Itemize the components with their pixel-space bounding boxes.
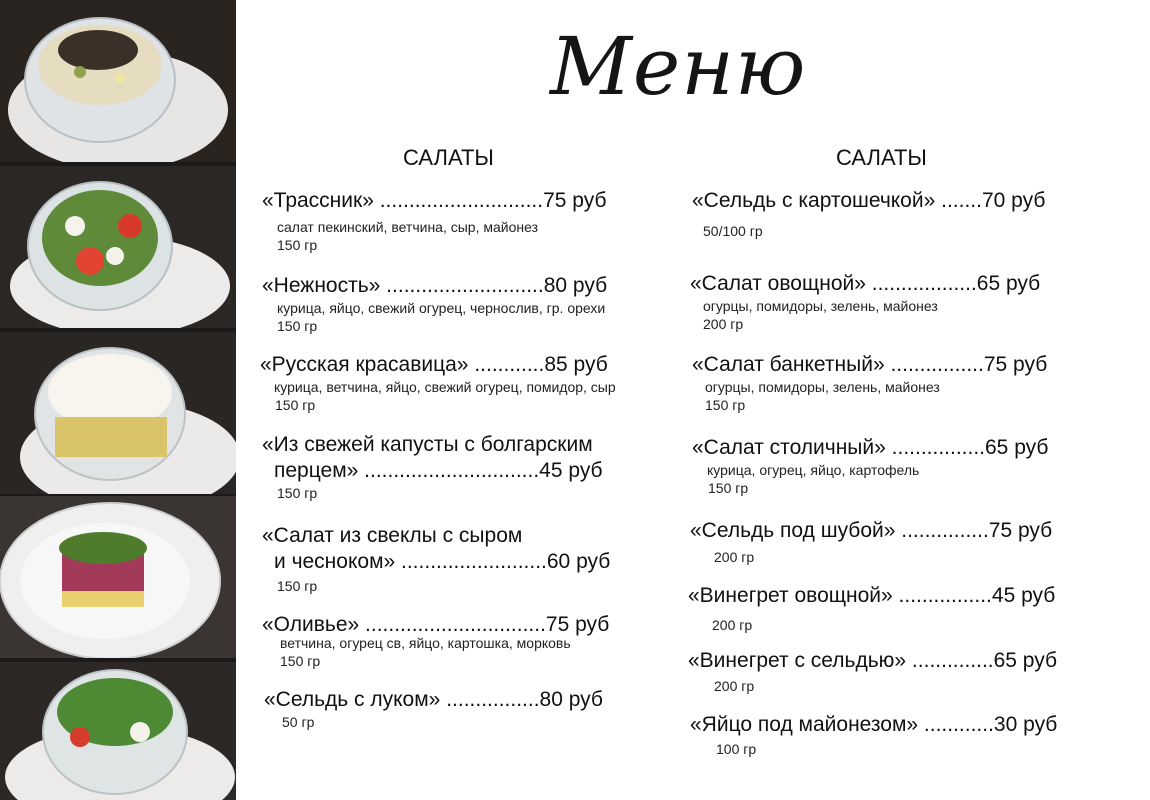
section-heading-salads-right: САЛАТЫ	[836, 145, 927, 170]
item-name-price: «Салат банкетный» ................75 руб	[692, 353, 1048, 376]
salad-photo-2	[0, 166, 236, 328]
item-description: курица, ветчина, яйцо, свежий огурец, помидор, сыр	[274, 379, 616, 395]
menu-item	[688, 648, 1108, 695]
menu-title: Меню	[550, 20, 807, 113]
menu-item	[692, 352, 1112, 414]
item-description: огурцы, помидоры, зелень, майонез	[703, 298, 938, 314]
menu-item	[260, 352, 680, 414]
item-weight: 100 гр	[716, 741, 757, 757]
item-description: курица, яйцо, свежий огурец, чернослив, гр. орехи	[277, 300, 606, 316]
item-weight: 200 гр	[703, 316, 744, 332]
item-weight: 50/100 гр	[703, 223, 763, 239]
item-name-price: «Русская красавица» ............85 руб	[260, 353, 608, 376]
item-name-price: и чесноком» .........................60 руб	[274, 550, 611, 573]
menu-item	[692, 188, 1112, 240]
menu-item	[262, 612, 682, 670]
item-description: огурцы, помидоры, зелень, майонез	[705, 379, 940, 395]
salad-photo-5	[0, 662, 236, 800]
item-weight: 150 гр	[280, 653, 321, 669]
menu-item	[688, 583, 1108, 634]
item-name-line-1: «Из свежей капусты с болгарским	[262, 433, 593, 456]
menu-item	[264, 687, 684, 731]
item-name-price: «Нежность» ...........................80 руб	[262, 274, 608, 297]
item-description: салат пекинский, ветчина, сыр, майонез	[277, 219, 539, 235]
item-description: ветчина, огурец св, яйцо, картошка, морковь	[280, 635, 571, 651]
menu-item	[692, 435, 1112, 497]
item-name-price: «Сельдь с картошечкой» .......70 руб	[692, 189, 1046, 212]
item-weight: 150 гр	[705, 397, 746, 413]
menu-item	[262, 273, 682, 335]
item-name-price: перцем» ..............................45 руб	[274, 459, 603, 482]
item-weight: 150 гр	[708, 480, 749, 496]
menu-item	[690, 271, 1110, 333]
item-name-price: «Оливье» ...............................75 руб	[262, 613, 610, 636]
salad-photo-4	[0, 496, 236, 658]
menu-item	[262, 432, 682, 502]
item-name-price: «Яйцо под майонезом» ............30 руб	[690, 713, 1058, 736]
salad-photo-1	[0, 0, 236, 162]
item-name-price: «Сельдь с луком» ................80 руб	[264, 688, 603, 711]
menu-item	[262, 188, 682, 254]
item-name-price: «Салат овощной» ..................65 руб	[690, 272, 1041, 295]
item-name-price: «Сельдь под шубой» ...............75 руб	[690, 519, 1053, 542]
item-weight: 50 гр	[282, 714, 315, 730]
item-weight: 150 гр	[277, 237, 318, 253]
item-weight: 200 гр	[714, 549, 755, 565]
menu-item	[262, 523, 682, 595]
item-weight: 150 гр	[275, 397, 316, 413]
item-weight: 150 гр	[277, 485, 318, 501]
photo-strip	[0, 0, 236, 800]
item-name-price: «Винегрет с сельдью» ..............65 руб	[688, 649, 1058, 672]
item-weight: 150 гр	[277, 578, 318, 594]
item-description: курица, огурец, яйцо, картофель	[707, 462, 920, 478]
item-name-price: «Винегрет овощной» ................45 руб	[688, 584, 1056, 607]
menu-item	[690, 518, 1110, 566]
item-name-price: «Трассник» ............................75 руб	[262, 189, 607, 212]
item-weight: 150 гр	[277, 318, 318, 334]
item-name-line-1: «Салат из свеклы с сыром	[262, 524, 523, 547]
salad-photo-3	[0, 332, 236, 494]
item-weight: 200 гр	[714, 678, 755, 694]
item-name-price: «Салат столичный» ................65 руб	[692, 436, 1049, 459]
section-heading-salads-left: САЛАТЫ	[403, 145, 494, 170]
menu-item	[690, 712, 1110, 758]
item-weight: 200 гр	[712, 617, 753, 633]
